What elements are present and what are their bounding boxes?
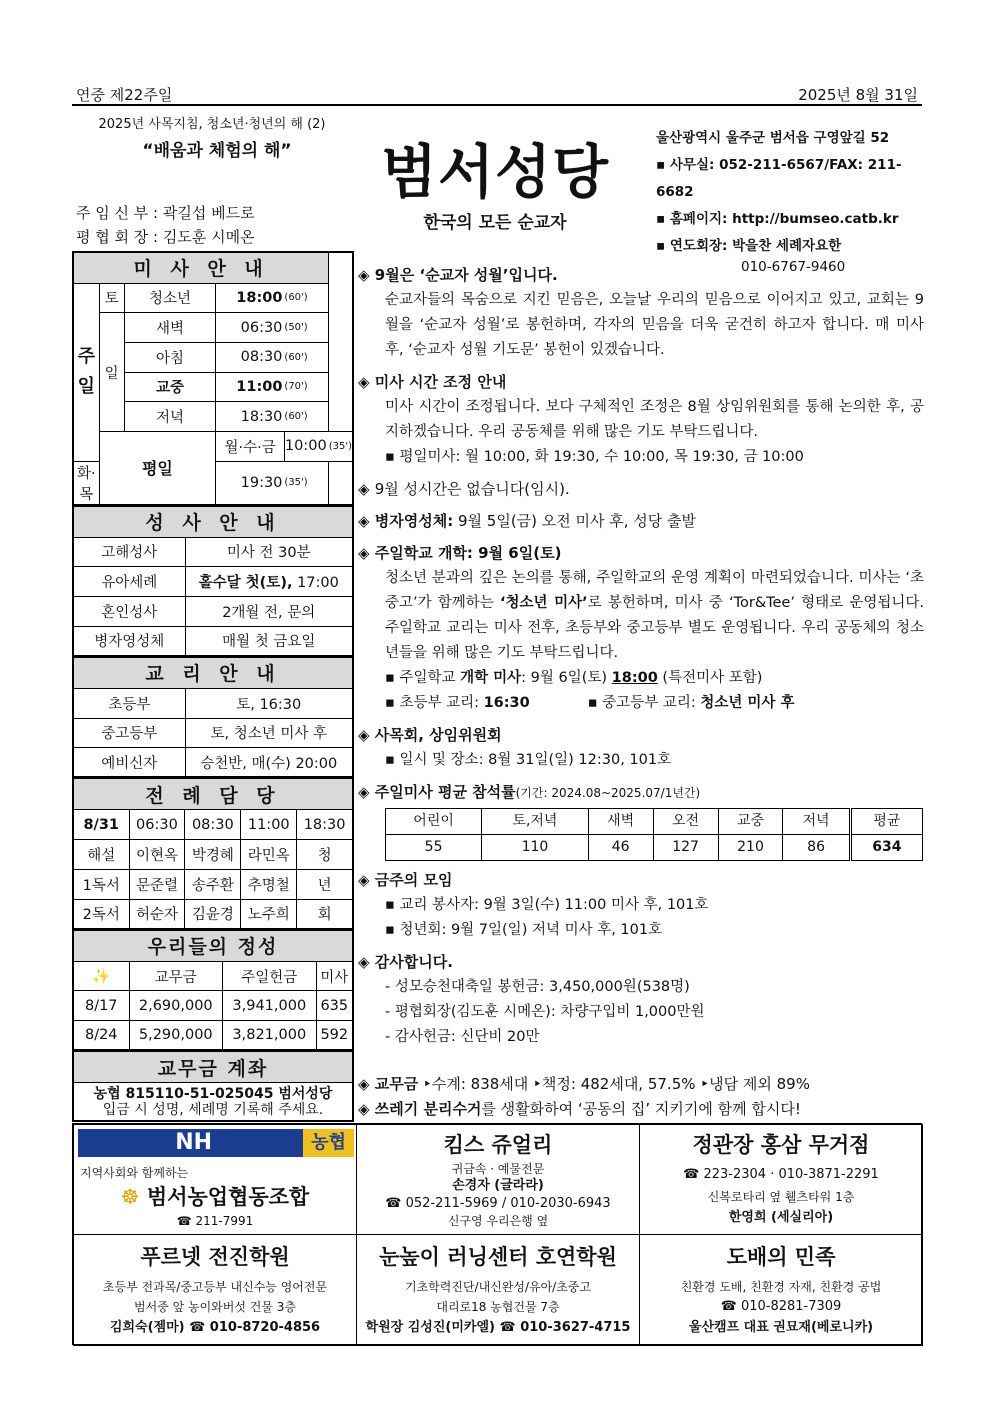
notice-bullet: ▪ 평일미사: 월 10:00, 화 19:30, 수 10:00, 목 19:30, 금 10:00 — [358, 445, 924, 470]
notice-body: 순교자들의 목숨으로 지킨 믿음은, 오늘날 우리의 믿음으로 이어지고 있고, 교회는 9월을 ‘순교자 성월’로 봉헌하며, 각자의 믿음을 더욱 굳건히 하고자 합니다. 매 미사 후, ‘순교자 성월 기도문’ 봉헌이 있겠습니다. — [385, 292, 924, 358]
sun-label: 일 — [99, 313, 124, 432]
ad-title: 도배의 민족 — [726, 1245, 836, 1269]
church-name: 범서성당 — [380, 138, 610, 206]
liturgy-role: 해설 — [73, 840, 129, 870]
ad-title: 킴스 쥬얼리 — [443, 1133, 553, 1157]
mass-time: 06:30 — [216, 313, 285, 343]
ad-title: ☸ 범서농업협동조합 — [120, 1185, 310, 1209]
mass-title: 미 사 안 내 — [73, 252, 329, 283]
notice-sunday-school — [358, 541, 924, 716]
mass-name: 교중 — [124, 372, 215, 402]
liturgy-date: 8/31 — [73, 810, 129, 840]
ad-text: 신복로타리 옆 휄츠타워 1층 — [707, 1190, 855, 1204]
attendance-col: 어린이 — [386, 809, 482, 835]
notice-title: 쓰레기 분리수거 — [374, 1100, 482, 1118]
motto: “배움과 체험의 해” — [142, 141, 292, 161]
sat-label: 토 — [99, 283, 124, 313]
liturgy-role: 1독서 — [73, 869, 129, 899]
liturgy-person: 김윤경 — [185, 899, 241, 929]
attendance-col: 교중 — [718, 809, 783, 835]
offering-value: 2,690,000 — [129, 991, 223, 1021]
header-left — [72, 113, 362, 249]
liturgy-time: 06:30 — [129, 810, 185, 840]
offering-col: 미사 — [316, 961, 353, 991]
notice-body: 미사 시간이 조정됩니다. 보다 구체적인 조정은 8월 상임위원회를 통해 논의한 후, 공지하겠습니다. 우리 공동체를 위해 많은 기도 부탁드립니다. — [385, 399, 924, 440]
catechism-group: 예비신자 — [73, 748, 185, 778]
offering-col: 교무금 — [129, 961, 223, 991]
mass-duration: (60') — [284, 283, 328, 313]
attendance-value: 210 — [718, 835, 783, 861]
ad-dobae — [639, 1234, 923, 1346]
catechism-title: 교 리 안 내 — [73, 657, 353, 688]
nh-symbol-icon: ☸ — [120, 1185, 147, 1209]
ad-text: 친환경 도배, 친환경 자재, 친환경 공법 — [680, 1280, 882, 1294]
ad-phone: 김희숙(젬마) ☎ 010-8720-4856 — [109, 1320, 321, 1335]
liturgical-week: 연중 제22주일 — [76, 86, 173, 104]
attendance-col: 오전 — [653, 809, 718, 835]
liturgy-time: 11:00 — [241, 810, 297, 840]
mass-name: 저녁 — [124, 402, 215, 432]
notice-title: ◈ 주일학교 개학: 9월 6일(토) — [358, 541, 924, 566]
account-info — [73, 1083, 353, 1121]
mass-name: 새벽 — [124, 313, 215, 343]
account-table — [72, 1051, 354, 1122]
catechism-table — [72, 657, 354, 779]
catechism-time: 토, 청소년 미사 후 — [185, 718, 353, 748]
mass-name: 화·목 — [73, 461, 99, 505]
office-phone: ▪ 사무실: 052-211-6567/FAX: 211-6682 — [656, 152, 926, 206]
liturgy-person: 노주희 — [241, 899, 297, 929]
attendance-col: 평균 — [850, 809, 922, 835]
attendance-col: 토,저녁 — [482, 809, 589, 835]
notice-title: 교무금 — [374, 1075, 419, 1093]
notice-item: - 성모승천대축일 봉헌금: 3,450,000원(538명) — [358, 975, 924, 1000]
notice-dues — [358, 1072, 924, 1097]
mass-time: 08:30 — [216, 342, 285, 372]
catechism-group: 중고등부 — [73, 718, 185, 748]
notice-title: ◈ 사목회, 상임위원회 — [358, 723, 924, 748]
offering-title: 우리들의 정성 — [73, 930, 353, 961]
catechism-time: 토, 16:30 — [185, 688, 353, 718]
account-note: 입금 시 성명, 세례명 기록해 주세요. — [102, 1101, 324, 1118]
notice-body: 청소년 분과의 깊은 논의를 통해, 주일학교의 운영 계획이 마련되었습니다. 미사는 ‘초중고’가 함께하는 ‘청소년 미사’로 봉헌하며, 미사 중 ‘Tor&Tee’ 형태로 운영됩니다. 주일학교 교리는 미사 전후, 초등부와 중고등부 별도 운영됩니다. 우리 공동체의 청소년들을 위해 많은 기도 부탁드립니다. — [385, 570, 924, 661]
attendance-value: 55 — [386, 835, 482, 861]
notice-body: 를 생활화하여 ‘공동의 집’ 지키기에 함께 합시다! — [481, 1100, 801, 1118]
notice-body: ‣수계: 838세대 ‣책정: 482세대, 57.5% ‣냉담 제외 89% — [418, 1075, 810, 1093]
mass-time: 11:00 — [216, 372, 285, 402]
left-column — [72, 251, 354, 1122]
notice-title: ◈ 9월은 ‘순교자 성월’입니다. — [358, 263, 924, 288]
mass-duration: (50') — [284, 313, 328, 343]
notice-title: ◈ 금주의 모임 — [358, 868, 924, 893]
liturgy-time: 08:30 — [185, 810, 241, 840]
account-number: 농협 815110-51-025045 범서성당 — [93, 1085, 333, 1102]
notice-mass-time — [358, 370, 924, 470]
ad-phone: ☎ 052-211-5969 / 010-2030-6943 — [385, 1196, 611, 1211]
notice-recycling — [358, 1097, 924, 1122]
ad-text: 손경자 (글라라) — [452, 1178, 544, 1193]
ad-title: 정관장 홍삼 무거점 — [692, 1133, 870, 1157]
liturgy-person: 이현옥 — [129, 840, 185, 870]
notice-title: ◈ 9월 성시간은 없습니다(임시). — [358, 477, 924, 502]
mass-name: 월·수·금 — [216, 431, 285, 461]
patron-saints: 한국의 모든 순교자 — [423, 213, 567, 233]
ad-text: 기초학력진단/내신완성/유아/초중고 — [404, 1280, 591, 1294]
bulletin-date: 2025년 8월 31일 — [798, 86, 918, 104]
notice-communion — [358, 509, 924, 534]
ad-text: 귀금속 · 예물전문 — [451, 1162, 545, 1176]
council-label: 평 협 회 장 : — [76, 228, 159, 246]
notice-body: 9월 5일(금) 오전 미사 후, 성당 출발 — [453, 512, 697, 530]
ads-section — [72, 1123, 922, 1345]
offering-value: 592 — [316, 1021, 353, 1051]
attendance-value: 634 — [850, 835, 922, 861]
mass-time: 18:30 — [216, 402, 285, 432]
notice-bullet: ▪ 일시 및 장소: 8월 31일(일) 12:30, 101호 — [358, 748, 924, 773]
ad-text: 대리로18 농협건물 7층 — [436, 1300, 560, 1314]
sacrament-name: 고해성사 — [73, 537, 185, 567]
liturgy-role: 2독서 — [73, 899, 129, 929]
liturgy-title: 전 례 담 당 — [73, 779, 353, 810]
offering-value: 3,821,000 — [223, 1021, 317, 1051]
ad-kims-jewelry — [356, 1124, 640, 1235]
notice-bullet: ▪ 교리 봉사자: 9월 3일(수) 11:00 미사 후, 101호 — [358, 893, 924, 918]
offering-col: 주일헌금 — [223, 961, 317, 991]
ad-nonghyup — [73, 1124, 357, 1235]
sacrament-info: 홀수달 첫(토), 17:00 — [185, 567, 353, 597]
pastor-name: 곽길섭 베드로 — [162, 204, 255, 222]
notice-item: - 감사헌금: 신단비 20만 — [358, 1025, 924, 1050]
notice-meetings — [358, 868, 924, 943]
account-title: 교무금 계좌 — [73, 1052, 353, 1083]
mass-time: 18:00 — [216, 283, 285, 313]
mass-duration: (60') — [284, 342, 328, 372]
liturgy-person: 문준렬 — [129, 869, 185, 899]
sacraments-table — [72, 506, 354, 657]
ad-phone: ☎ 010-8281-7309 — [720, 1299, 842, 1314]
notice-bullet: ▪ 청년회: 9월 7일(일) 저녁 미사 후, 101호 — [358, 918, 924, 943]
attendance-col: 저녁 — [783, 809, 850, 835]
top-bar — [72, 82, 922, 106]
sacrament-info: 미사 전 30분 — [185, 537, 353, 567]
liturgy-person: 박경혜 — [185, 840, 241, 870]
notice-thanks — [358, 950, 924, 1050]
notice-title: ◈ 미사 시간 조정 안내 — [358, 370, 924, 395]
mass-duration: (70') — [284, 372, 328, 402]
liturgy-person: 청 — [297, 840, 353, 870]
catechism-group: 초등부 — [73, 688, 185, 718]
notice-item: - 평협회장(김도훈 시메온): 차량구입비 1,000만원 — [358, 1000, 924, 1025]
liturgy-person: 회 — [297, 899, 353, 929]
mass-name: 아침 — [124, 342, 215, 372]
liturgy-person: 송주환 — [185, 869, 241, 899]
president-phone: 010-6767-9460 — [741, 259, 846, 275]
liturgy-table — [72, 778, 354, 929]
liturgy-time: 18:30 — [297, 810, 353, 840]
mass-time: 10:00 — [284, 431, 328, 461]
mass-duration: (35') — [284, 461, 328, 505]
mass-name: 청소년 — [124, 283, 215, 313]
notice-council — [358, 723, 924, 773]
attendance-period: (기간: 2024.08~2025.07/1년간) — [515, 786, 701, 800]
notice-bullet: ▪ 초등부 교리: 16:30 ▪ 중고등부 교리: 청소년 미사 후 — [358, 691, 924, 716]
liturgy-person: 라민옥 — [241, 840, 297, 870]
ad-text: 한영희 (세실리아) — [728, 1210, 834, 1225]
pastor-label: 주 임 신 부 : — [76, 204, 159, 222]
notice-title: 주일미사 평균 참석률 — [374, 783, 516, 801]
council-name: 김도훈 시메온 — [162, 228, 255, 246]
sacrament-info: 매월 첫 금요일 — [185, 626, 353, 656]
ad-title: 푸르넷 전진학원 — [140, 1245, 290, 1269]
offering-value: 635 — [316, 991, 353, 1021]
homepage[interactable]: ▪ 홈페이지: http://bumseo.catb.kr — [656, 206, 926, 233]
ad-phone: 학원장 김성진(미카엘) ☎ 010-3627-4715 — [365, 1320, 631, 1335]
motto-line: 2025년 사목지침, 청소년·청년의 해 (2) — [98, 117, 326, 132]
ad-title: 눈높이 러닝센터 호연학원 — [379, 1245, 617, 1269]
notice-martyrs — [358, 263, 924, 363]
nh-logo: NH 농협 — [78, 1129, 354, 1157]
header-right — [656, 125, 926, 274]
attendance-table — [385, 808, 923, 861]
offering-value: 3,941,000 — [223, 991, 317, 1021]
liturgy-person: 허순자 — [129, 899, 185, 929]
sacrament-name: 혼인성사 — [73, 597, 185, 627]
attendance-value: 46 — [588, 835, 653, 861]
address: 울산광역시 울주군 범서읍 구영앞길 52 — [656, 130, 890, 146]
sacrament-name: 유아세례 — [73, 567, 185, 597]
mass-duration: (35') — [329, 431, 353, 461]
ad-text: 울산캠프 대표 권묘재(베로니카) — [688, 1320, 874, 1335]
ad-phone: ☎ 223-2304 · 010-3871-2291 — [683, 1167, 879, 1182]
attendance-value: 127 — [653, 835, 718, 861]
notice-bullet: ▪ 주일학교 개학 미사: 9월 6일(토) 18:00 (특전미사 포함) — [358, 666, 924, 691]
ad-text: 신구영 우리은행 옆 — [447, 1214, 549, 1228]
ad-phone: ☎ 211-7991 — [176, 1214, 254, 1228]
staff-list — [72, 201, 362, 249]
sparkle-icon: ✨ — [73, 961, 129, 991]
weekday-label: 평일 — [99, 431, 216, 504]
attendance-col: 새벽 — [588, 809, 653, 835]
notice-title: ◈ 감사합니다. — [358, 950, 924, 975]
mass-table — [72, 251, 354, 506]
offering-value: 5,290,000 — [129, 1021, 223, 1051]
offering-date: 8/24 — [73, 1021, 129, 1051]
president: ▪ 연도회장: 박을찬 세례자요한 — [656, 233, 926, 260]
ad-hoyeon — [356, 1234, 640, 1346]
ad-purunet — [73, 1234, 357, 1346]
attendance-value: 86 — [783, 835, 850, 861]
ad-text: 지역사회와 함께하는 — [80, 1166, 189, 1180]
sacraments-title: 성 사 안 내 — [73, 506, 353, 537]
sunday-label: 주일 — [73, 283, 99, 461]
notice-title: 병자영성체: — [374, 512, 454, 530]
mass-time: 19:30 — [216, 461, 285, 505]
offering-date: 8/17 — [73, 991, 129, 1021]
notices — [358, 263, 924, 1122]
liturgy-person: 추명철 — [241, 869, 297, 899]
liturgy-person: 년 — [297, 869, 353, 899]
ad-text: 초등부 전과목/중고등부 내신수능 영어전문 — [102, 1280, 328, 1294]
ad-text: 범서중 앞 농이와버섯 건물 3층 — [134, 1300, 296, 1314]
sacrament-name: 병자영성체 — [73, 626, 185, 656]
mass-duration: (60') — [284, 402, 328, 432]
sacrament-info: 2개월 전, 문의 — [185, 597, 353, 627]
attendance-value: 110 — [482, 835, 589, 861]
catechism-time: 승천반, 매(수) 20:00 — [185, 748, 353, 778]
offering-table — [72, 930, 354, 1052]
ad-jeonggwanjang — [639, 1124, 923, 1235]
notice-holy-hour — [358, 477, 924, 502]
notice-attendance — [358, 780, 924, 861]
